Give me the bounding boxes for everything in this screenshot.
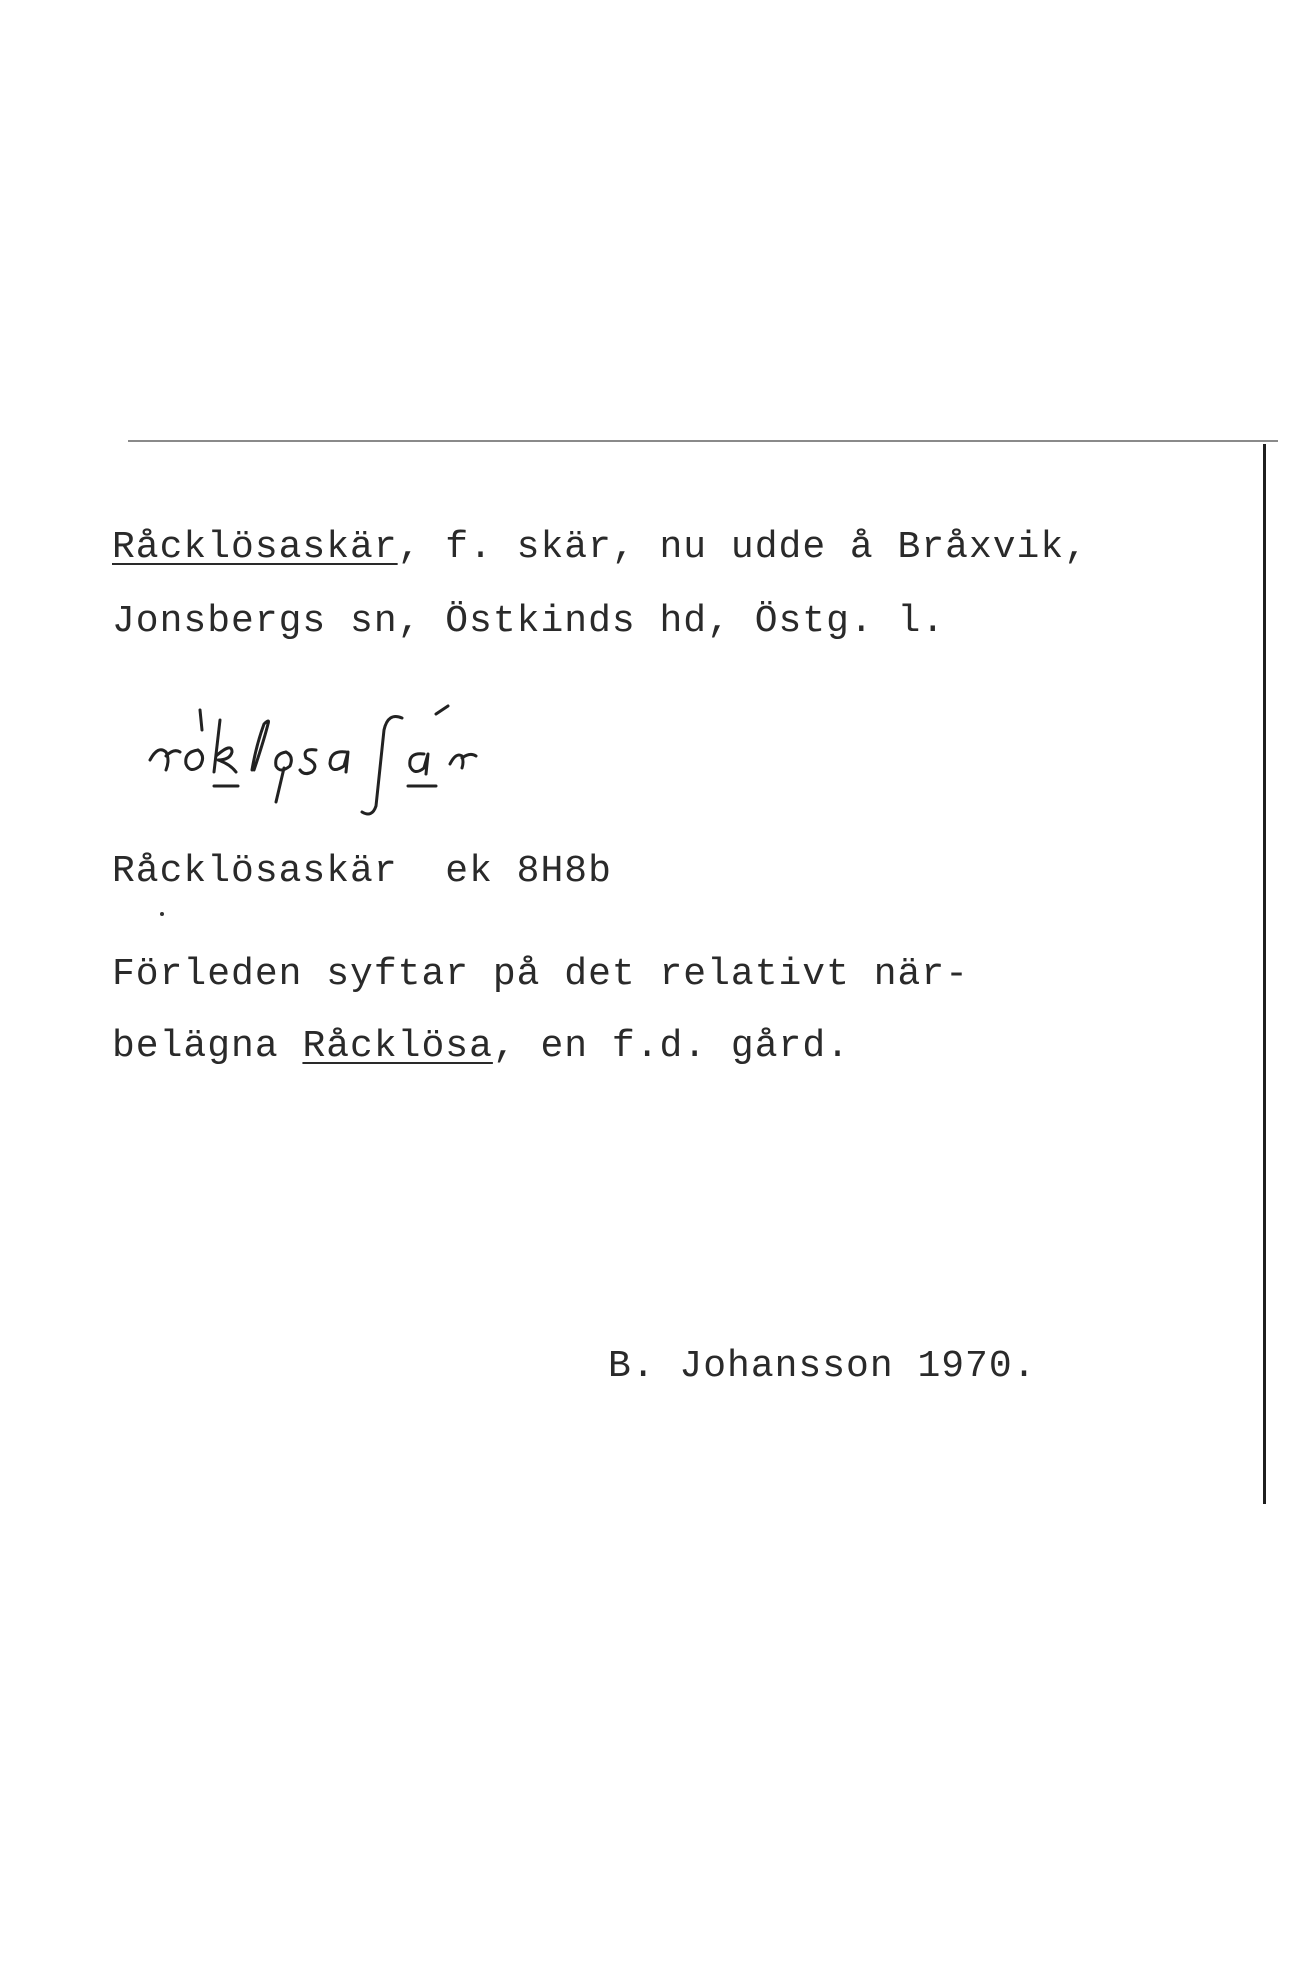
card-right-border	[1263, 444, 1266, 1504]
headword: Råcklösaskär	[112, 526, 398, 569]
handwritten-pronunciation	[140, 690, 580, 840]
note-line-2-post: , en f.d. gård.	[492, 1025, 850, 1068]
note-line-1: Förleden syftar på det relativt när-	[112, 953, 969, 996]
map-reference	[112, 847, 612, 897]
entry-line-1	[112, 523, 1088, 573]
entry-description: , f. skär, nu udde å Bråxvik,	[397, 526, 1088, 569]
map-ref-name: Råcklösaskär	[112, 850, 398, 893]
related-farm-name: Råcklösa	[302, 1025, 493, 1068]
entry-line-2: Jonsbergs sn, Östkinds hd, Östg. l.	[112, 600, 946, 643]
card-top-border	[128, 440, 1278, 442]
note-line-2-pre: belägna	[112, 1025, 303, 1068]
signature: B. Johansson 1970.	[608, 1345, 1037, 1388]
map-ref-code: ek 8H8b	[445, 850, 612, 893]
handwriting-drawing	[140, 690, 580, 840]
ink-speck	[160, 912, 164, 916]
note-line-2	[112, 1022, 850, 1072]
